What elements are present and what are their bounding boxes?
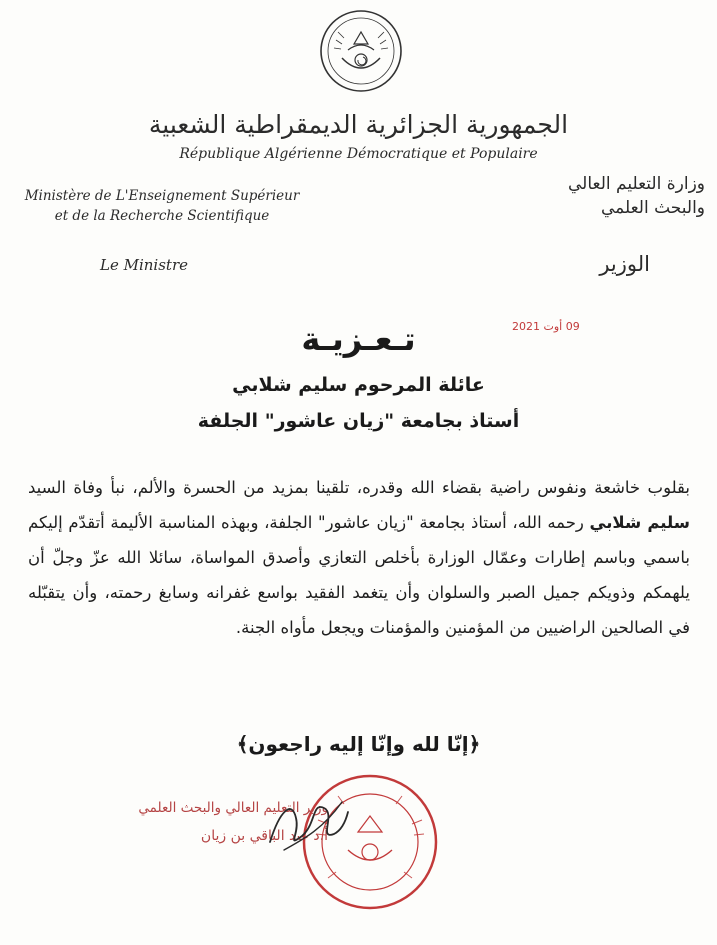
- ministry-arabic-line2: والبحث العلمي: [600, 198, 705, 218]
- document-title: تـعـزيـة: [301, 320, 416, 358]
- condolence-body: [28, 470, 690, 645]
- minister-label-french: Le Ministre: [100, 256, 188, 274]
- ministry-french-line1: Ministère de L'Enseignement Supérieur: [24, 188, 300, 204]
- ministry-name-arabic: [505, 172, 705, 220]
- handwritten-signature-icon: [262, 790, 352, 860]
- recipient-affiliation: أستاذ بجامعة "زيان عاشور" الجلفة: [197, 410, 520, 432]
- algeria-emblem-icon: [318, 8, 404, 94]
- signatory-title: وزير التعليم العالي والبحث العلمي: [138, 800, 328, 816]
- body-text-part1: بقلوب خاشعة ونفوس راضية بقضاء الله وقدره، تلقينا بمزيد من الحسرة والألم، نبأ وفاة السيد: [28, 478, 690, 497]
- recipient-family: عائلة المرحوم سليم شلابي: [232, 374, 485, 396]
- republic-name-french: République Algérienne Démocratique et Populaire: [179, 146, 538, 162]
- ministry-arabic-line1: وزارة التعليم العالي: [567, 174, 705, 194]
- quran-verse: ﴿إنّا لله وإنّا إليه راجعون﴾: [236, 732, 481, 756]
- ministry-french-line2: et de la Recherche Scientifique: [54, 208, 270, 224]
- minister-label-arabic: الوزير: [599, 252, 650, 276]
- body-text-part2: رحمه الله، أستاذ بجامعة "زيان عاشور" الجلفة، وبهذه المناسبة الأليمة أتقدّم إليكم باسمي وباسم إطارات وعمّال الوزارة بأخلص التعازي وأصدق المواساة، سائلا الله عزّ وجلّ أن يلهمكم وذويكم جميل الصبر والسلوان وأن يتغمد الفقيد بواسع غفرانه وسابغ رحمته، وأن يتقبّله في الصالحين الراضيين من المؤمنين والمؤمنات ويجعل مأواه الجنة.: [28, 513, 690, 637]
- republic-name-arabic: الجمهورية الجزائرية الديمقراطية الشعبية: [148, 110, 569, 139]
- signatory-name: أ.د عبد الباقي بن زيان: [200, 828, 328, 844]
- deceased-name: سليم شلابي: [589, 513, 690, 532]
- date-stamp: 09 أوت 2021: [512, 320, 580, 333]
- ministry-name-french: [22, 186, 302, 226]
